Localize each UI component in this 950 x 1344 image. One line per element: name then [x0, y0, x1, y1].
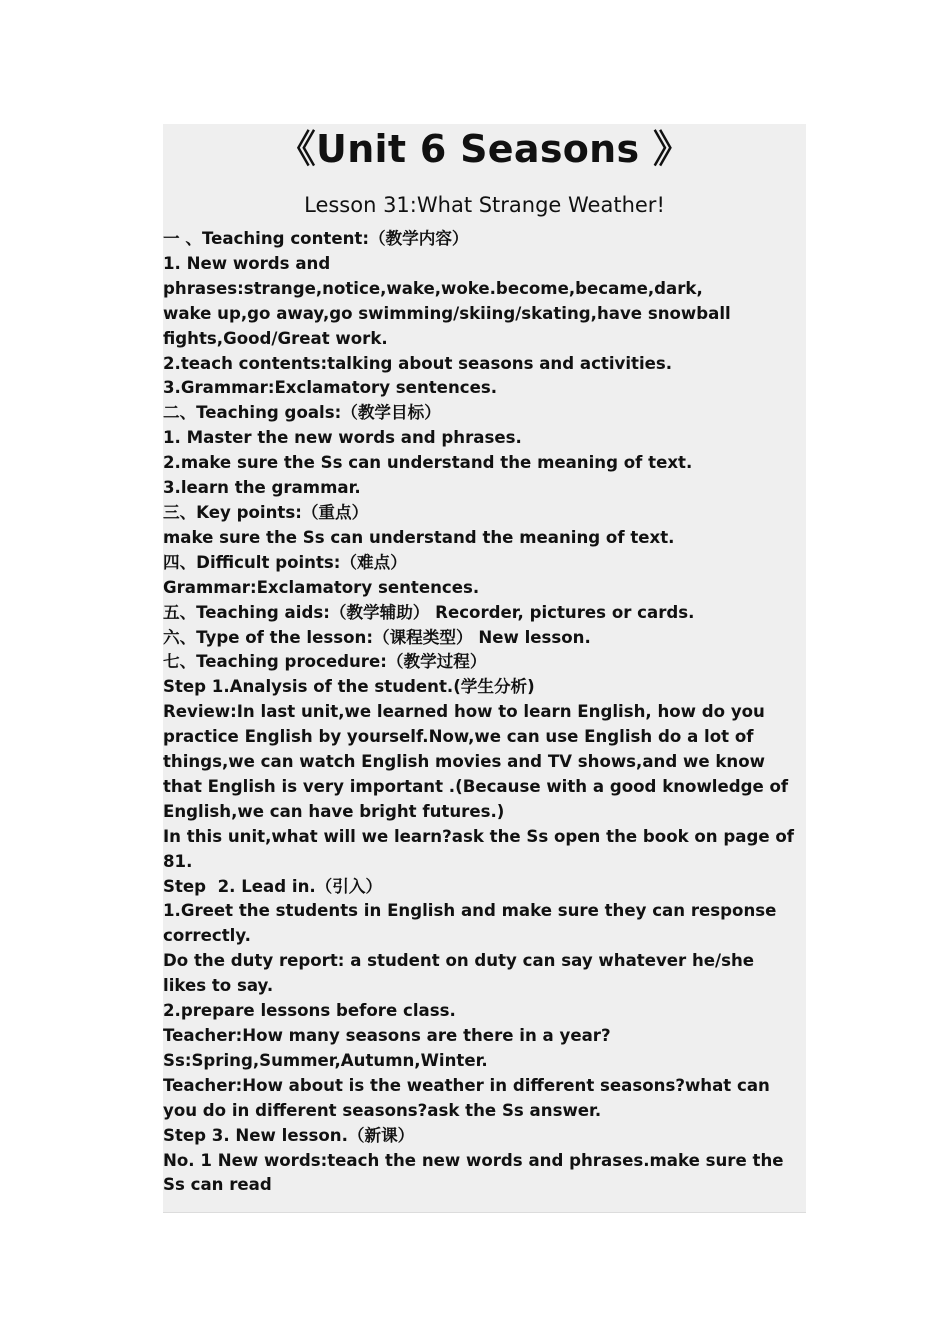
text-line: 3.Grammar:Exclamatory sentences.: [163, 378, 498, 398]
text-line: 3.learn the grammar.: [163, 478, 361, 498]
text-line: likes to say.: [163, 976, 274, 996]
text-line: English,we can have bright futures.): [163, 801, 505, 821]
text-line: No. 1 New words:teach the new words and phrases.make sure the: [163, 1150, 784, 1170]
document-title: 《Unit 6 Seasons 》: [277, 127, 692, 171]
text-line: Do the duty report: a student on duty can say whatever he/she: [163, 951, 755, 971]
text-line: Ss can read: [163, 1175, 272, 1195]
text-line: correctly.: [163, 926, 251, 946]
text-line: 2.teach contents:talking about seasons and activities.: [163, 353, 673, 373]
text-line: 二、Teaching goals:（教学目标）: [163, 403, 441, 423]
text-line: 一 、Teaching content:（教学内容）: [163, 229, 469, 248]
document-page: [163, 124, 806, 1213]
text-line: Teacher:How many seasons are there in a year?: [163, 1026, 611, 1045]
text-line: 1. New words and: [163, 253, 331, 273]
text-line: Step 3. New lesson.（新课）: [163, 1125, 415, 1145]
text-line: 七、Teaching procedure:（教学过程）: [163, 652, 487, 672]
text-line: 三、Key points:（重点）: [163, 502, 369, 522]
text-line: 2.make sure the Ss can understand the meaning of text.: [163, 453, 693, 473]
text-line: make sure the Ss can understand the meaning of text.: [163, 527, 675, 547]
text-line: Review:In last unit,we learned how to learn English, how do you: [163, 702, 765, 722]
text-line: In this unit,what will we learn?ask the Ss open the book on page of: [163, 826, 794, 846]
text-line: that English is very important .(Because with a good knowledge of: [163, 776, 789, 796]
text-line: Step 1.Analysis of the student.(学生分析): [163, 677, 535, 697]
text-line: 81.: [163, 851, 193, 871]
text-line: Teacher:How about is the weather in different seasons?what can: [163, 1075, 770, 1095]
text-line: Ss:Spring,Summer,Autumn,Winter.: [163, 1050, 488, 1070]
lesson-plan-body: [163, 227, 806, 1198]
text-line: 四、Difficult points:（难点）: [163, 552, 407, 572]
lesson-subtitle: Lesson 31:What Strange Weather!: [304, 193, 665, 217]
text-line: practice English by yourself.Now,we can use English do a lot of: [163, 727, 754, 747]
text-line: Step 2. Lead in.（引入）: [163, 876, 383, 896]
text-line: you do in different seasons?ask the Ss answer.: [163, 1100, 602, 1120]
text-line: 六、Type of the lesson:（课程类型） New lesson.: [163, 627, 591, 647]
text-line: 五、Teaching aids:（教学辅助） Recorder, pictures or cards.: [163, 602, 695, 622]
text-line: 2.prepare lessons before class.: [163, 1001, 456, 1021]
text-line: things,we can watch English movies and TV shows,and we know: [163, 752, 765, 772]
text-line: fights,Good/Great work.: [163, 328, 388, 348]
text-line: wake up,go away,go swimming/skiing/skating,have snowball: [163, 303, 731, 323]
text-line: Grammar:Exclamatory sentences.: [163, 577, 480, 597]
text-line: phrases:strange,notice,wake,woke.become,became,dark,: [163, 278, 703, 298]
text-line: 1.Greet the students in English and make sure they can response: [163, 901, 777, 921]
text-line: 1. Master the new words and phrases.: [163, 428, 522, 448]
